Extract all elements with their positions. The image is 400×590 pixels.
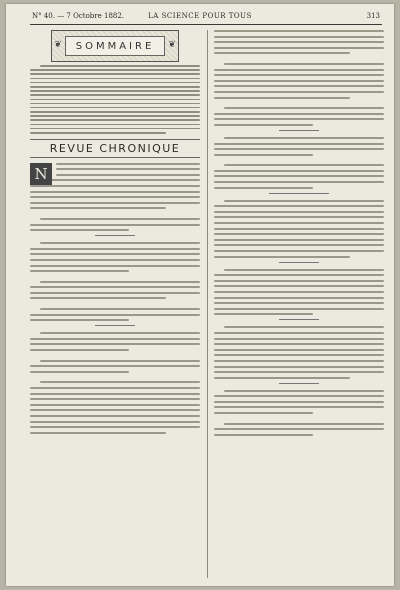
text-line bbox=[30, 398, 200, 400]
text-line bbox=[214, 52, 350, 54]
ornament-right-icon: ❦ bbox=[168, 40, 176, 50]
text-line bbox=[30, 349, 129, 351]
text-line bbox=[214, 302, 384, 304]
text-line bbox=[214, 395, 384, 397]
text-line bbox=[30, 103, 200, 105]
text-line bbox=[214, 228, 384, 230]
text-line bbox=[214, 30, 384, 32]
text-line bbox=[214, 187, 313, 189]
section-separator bbox=[279, 262, 319, 263]
text-line bbox=[214, 239, 384, 241]
text-line bbox=[40, 360, 200, 362]
text-line bbox=[30, 119, 200, 121]
text-line bbox=[30, 82, 200, 84]
text-line bbox=[30, 94, 200, 96]
section-separator bbox=[269, 193, 329, 194]
text-line bbox=[214, 250, 384, 252]
text-line bbox=[224, 200, 384, 202]
text-line bbox=[30, 73, 200, 75]
text-line bbox=[30, 248, 200, 250]
text-line bbox=[224, 137, 384, 139]
text-line bbox=[214, 434, 313, 436]
text-line bbox=[30, 415, 200, 417]
text-line bbox=[30, 393, 200, 395]
text-line bbox=[30, 259, 200, 261]
text-line bbox=[40, 218, 200, 220]
left-column-body bbox=[30, 179, 200, 433]
text-line bbox=[214, 401, 384, 403]
text-line bbox=[30, 432, 166, 434]
text-line bbox=[214, 412, 313, 414]
sommaire-contents bbox=[30, 65, 200, 134]
text-line bbox=[30, 132, 166, 134]
text-line bbox=[214, 148, 384, 150]
text-line bbox=[30, 426, 200, 428]
text-line bbox=[214, 91, 384, 93]
text-line bbox=[30, 404, 200, 406]
text-line bbox=[214, 118, 384, 120]
text-line bbox=[30, 191, 200, 193]
text-line bbox=[214, 211, 384, 213]
journal-title: LA SCIENCE POUR TOUS bbox=[148, 12, 252, 20]
text-line bbox=[214, 181, 384, 183]
text-line bbox=[214, 297, 384, 299]
text-line bbox=[30, 253, 200, 255]
text-line bbox=[224, 107, 384, 109]
text-line bbox=[30, 319, 129, 321]
sommaire-title: SOMMAIRE bbox=[75, 40, 155, 52]
paragraph-gap bbox=[30, 276, 200, 281]
paragraph-gap bbox=[30, 355, 200, 360]
text-line bbox=[40, 308, 200, 310]
column-divider bbox=[207, 30, 208, 578]
text-line bbox=[224, 423, 384, 425]
text-line bbox=[30, 86, 200, 88]
text-line bbox=[214, 175, 384, 177]
text-line bbox=[214, 371, 384, 373]
text-line bbox=[224, 63, 384, 65]
section-separator bbox=[95, 325, 135, 326]
text-line bbox=[214, 41, 384, 43]
text-line bbox=[30, 270, 129, 272]
text-line bbox=[214, 113, 384, 115]
text-line bbox=[214, 291, 384, 293]
text-line bbox=[30, 343, 200, 345]
text-line bbox=[214, 377, 350, 379]
text-line bbox=[40, 281, 200, 283]
text-line bbox=[214, 74, 384, 76]
text-line bbox=[30, 78, 200, 80]
section-separator bbox=[279, 383, 319, 384]
section-separator bbox=[279, 130, 319, 131]
text-line bbox=[214, 360, 384, 362]
text-line bbox=[214, 256, 350, 258]
text-line bbox=[30, 202, 200, 204]
page-number: 313 bbox=[366, 12, 380, 20]
text-line bbox=[30, 128, 200, 130]
text-line bbox=[30, 286, 200, 288]
text-line bbox=[214, 97, 350, 99]
paragraph-gap bbox=[214, 418, 384, 423]
text-line bbox=[30, 107, 200, 109]
text-line bbox=[224, 269, 384, 271]
text-line bbox=[214, 170, 384, 172]
text-line bbox=[224, 390, 384, 392]
text-line bbox=[214, 308, 384, 310]
right-column-body bbox=[214, 30, 384, 436]
text-line bbox=[40, 65, 200, 67]
magazine-page bbox=[6, 4, 394, 586]
text-line bbox=[30, 371, 129, 373]
text-line bbox=[30, 265, 200, 267]
text-line bbox=[30, 90, 200, 92]
opening-paragraph-lines bbox=[30, 163, 200, 176]
text-line bbox=[214, 216, 384, 218]
text-line bbox=[30, 115, 200, 117]
text-line bbox=[30, 196, 200, 198]
opening-paragraph bbox=[30, 163, 200, 183]
section-separator bbox=[279, 319, 319, 320]
text-line bbox=[214, 143, 384, 145]
text-line bbox=[224, 164, 384, 166]
text-line bbox=[214, 36, 384, 38]
text-line bbox=[30, 338, 200, 340]
section-title-revue-chronique: REVUE CHRONIQUE bbox=[30, 139, 200, 158]
text-line bbox=[214, 343, 384, 345]
issue-number-date: N° 40. — 7 Octobre 1882. bbox=[32, 12, 125, 20]
text-line bbox=[214, 366, 384, 368]
ornament-left-icon: ❦ bbox=[54, 40, 62, 50]
left-column bbox=[30, 30, 200, 578]
sommaire-banner bbox=[51, 30, 179, 62]
text-line bbox=[40, 242, 200, 244]
text-line bbox=[30, 297, 166, 299]
text-line bbox=[30, 179, 200, 181]
text-line bbox=[40, 332, 200, 334]
text-line bbox=[214, 332, 384, 334]
text-line bbox=[56, 163, 200, 165]
sommaire-label-box bbox=[65, 36, 165, 56]
text-line bbox=[214, 80, 384, 82]
text-line bbox=[214, 154, 313, 156]
text-line bbox=[214, 280, 384, 282]
text-line bbox=[30, 207, 166, 209]
text-line bbox=[214, 222, 384, 224]
section-separator bbox=[95, 235, 135, 236]
text-line bbox=[56, 168, 200, 170]
text-line bbox=[214, 69, 384, 71]
text-line bbox=[30, 421, 200, 423]
text-line bbox=[214, 233, 384, 235]
text-line bbox=[30, 69, 200, 71]
text-line bbox=[214, 313, 313, 315]
text-line bbox=[214, 205, 384, 207]
header-rule bbox=[30, 24, 382, 25]
text-line bbox=[56, 174, 200, 176]
text-line bbox=[214, 349, 384, 351]
text-line bbox=[214, 244, 384, 246]
text-line bbox=[30, 387, 200, 389]
text-line bbox=[214, 85, 384, 87]
text-line bbox=[214, 428, 384, 430]
text-line bbox=[30, 314, 200, 316]
text-line bbox=[30, 292, 200, 294]
text-line bbox=[30, 365, 200, 367]
text-line bbox=[214, 47, 384, 49]
text-line bbox=[214, 338, 384, 340]
text-line bbox=[214, 406, 384, 408]
text-line bbox=[30, 99, 200, 101]
text-line bbox=[30, 409, 200, 411]
text-line bbox=[30, 111, 200, 113]
drop-cap-letter: N bbox=[30, 163, 52, 185]
text-line bbox=[30, 229, 129, 231]
text-line bbox=[214, 285, 384, 287]
text-line bbox=[214, 354, 384, 356]
right-column bbox=[214, 30, 384, 578]
text-line bbox=[30, 224, 200, 226]
text-line bbox=[224, 326, 384, 328]
text-line bbox=[214, 124, 313, 126]
text-line bbox=[214, 274, 384, 276]
text-line bbox=[30, 185, 200, 187]
text-line bbox=[40, 381, 200, 383]
text-line bbox=[30, 124, 200, 126]
